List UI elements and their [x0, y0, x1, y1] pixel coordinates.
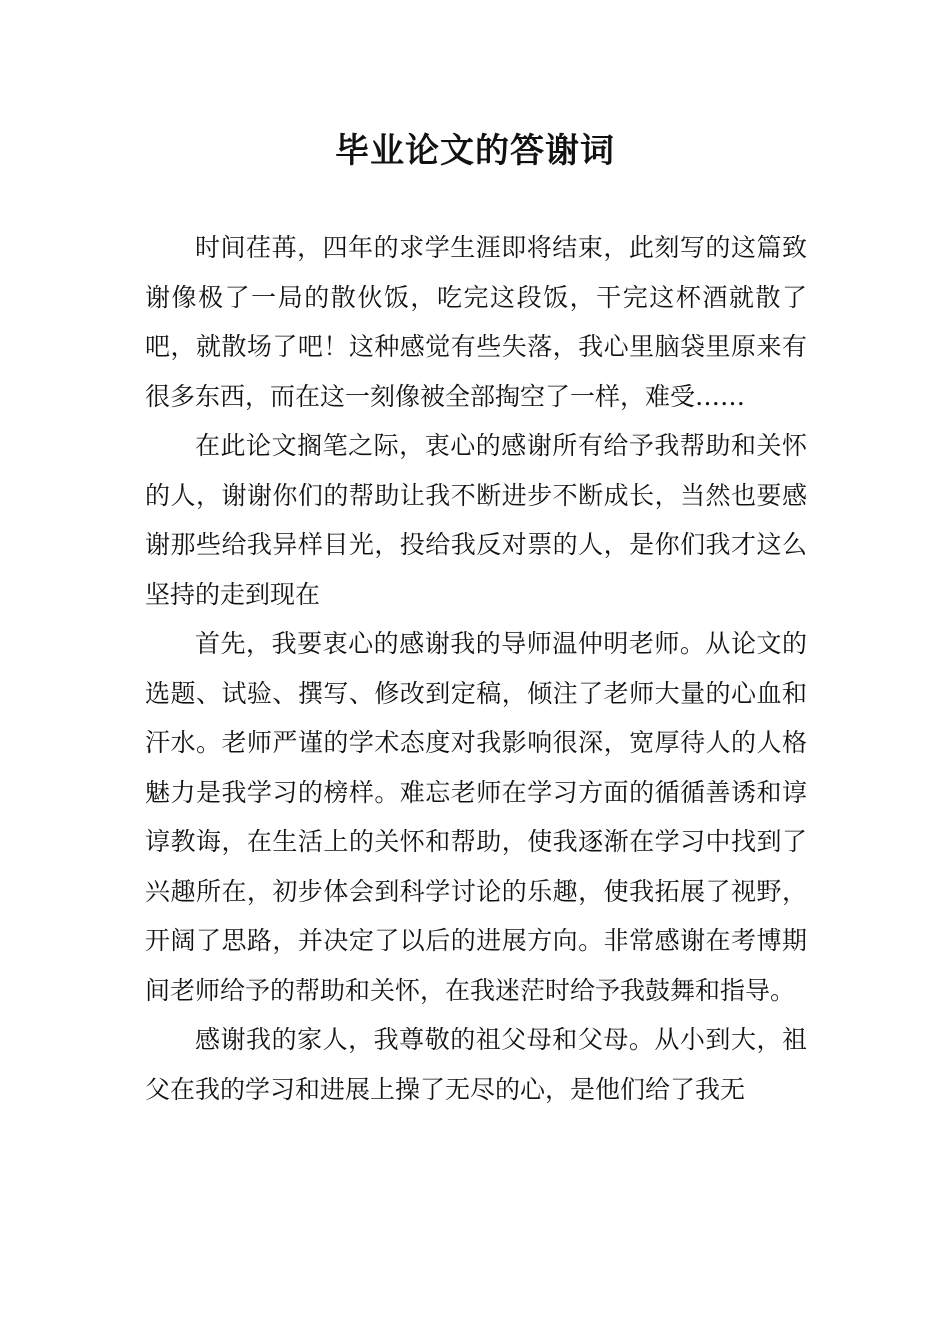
paragraph-4: 感谢我的家人，我尊敬的祖父母和父母。从小到大，祖父在我的学习和进展上操了无尽的心，是他们给了我无 [145, 1025, 807, 1104]
paragraph-3: 首先，我要衷心的感谢我的导师温仲明老师。从论文的选题、试验、撰写、修改到定稿，倾注了老师大量的心血和汗水。老师严谨的学术态度对我影响很深，宽厚待人的人格魅力是我学习的榜样。难忘老师在学习方面的循循善诱和谆谆教诲，在生活上的关怀和帮助，使我逐渐在学习中找到了兴趣所在，初步体会到科学讨论的乐趣，使我拓展了视野，开阔了思路，并决定了以后的进展方向。非常感谢在考博期间老师给予的帮助和关怀，在我迷茫时给予我鼓舞和指导。 [145, 629, 807, 1005]
document-title: 毕业论文的答谢词 [335, 131, 615, 171]
document-body [145, 223, 807, 1114]
paragraph-1: 时间荏苒，四年的求学生涯即将结束，此刻写的这篇致谢像极了一局的散伙饭，吃完这段饭，干完这杯酒就散了吧，就散场了吧！这种感觉有些失落，我心里脑袋里原来有很多东西，而在这一刻像被全部掏空了一样，难受…… [145, 233, 807, 411]
paragraph-2: 在此论文搁笔之际，衷心的感谢所有给予我帮助和关怀的人，谢谢你们的帮助让我不断进步不断成长，当然也要感谢那些给我异样目光，投给我反对票的人，是你们我才这么坚持的走到现在 [145, 431, 807, 609]
